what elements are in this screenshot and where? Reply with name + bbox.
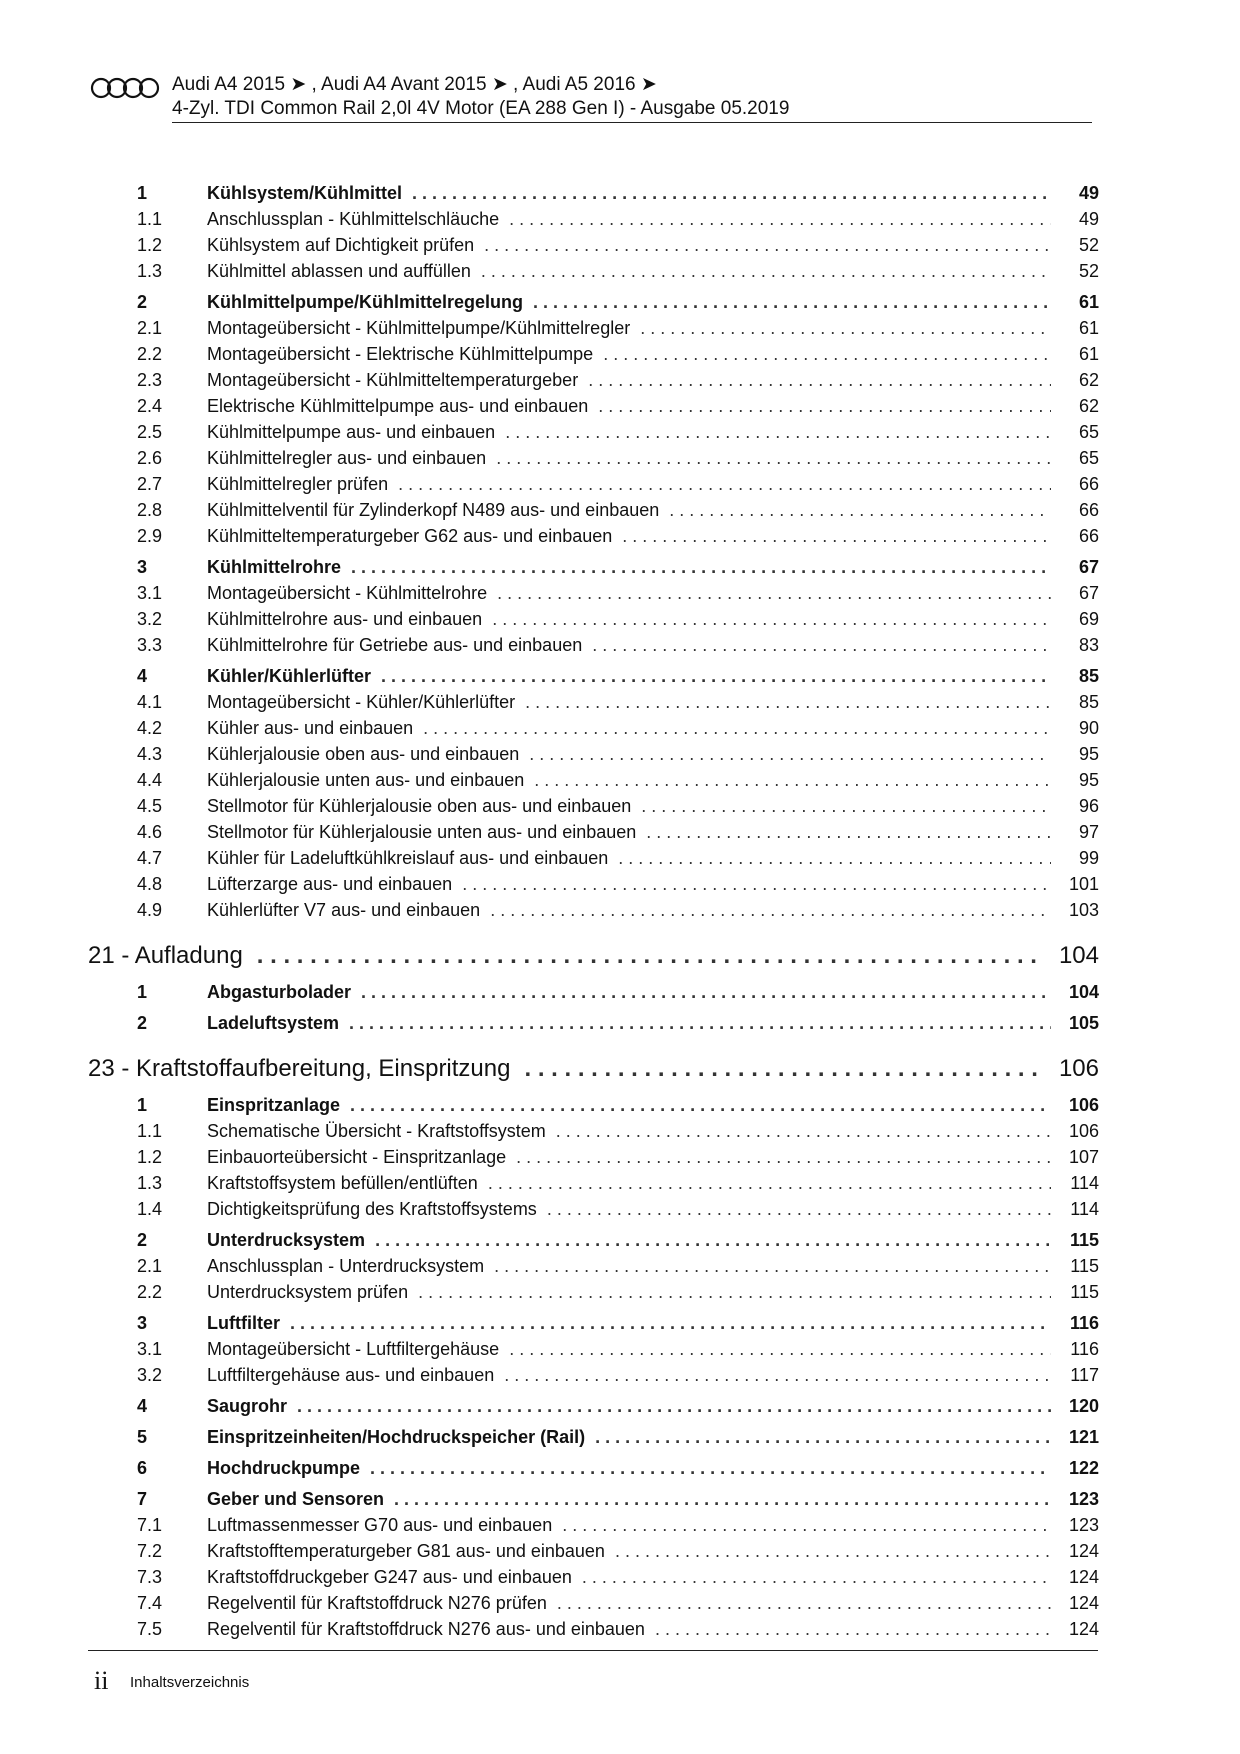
toc-dot-leader xyxy=(516,1147,1051,1168)
toc-entry-number: 1.3 xyxy=(137,261,163,281)
toc-entry-number: 2.5 xyxy=(137,422,163,442)
toc-entry[interactable] xyxy=(137,1541,1099,1567)
toc-entry-title: Geber und Sensoren xyxy=(207,1489,385,1509)
toc-entry[interactable] xyxy=(137,1256,1099,1282)
toc-entry-number: 3.1 xyxy=(137,583,163,603)
toc-entry-title: Einspritzeinheiten/Hochdruckspeicher (Rail) xyxy=(207,1427,586,1447)
toc-entry-number: 2.2 xyxy=(137,344,163,364)
toc-entry[interactable] xyxy=(137,609,1099,635)
toc-entry[interactable] xyxy=(137,1121,1099,1147)
toc-page-number: 106 xyxy=(1068,1121,1099,1141)
toc-dot-leader xyxy=(509,209,1051,230)
toc-entry-title: Anschlussplan - Unterdrucksystem xyxy=(207,1256,485,1276)
toc-entry-title: Kühler aus- und einbauen xyxy=(207,718,414,738)
toc-dot-leader xyxy=(618,848,1051,869)
toc-chapter-entry[interactable] xyxy=(137,1427,1099,1453)
toc-page-number: 95 xyxy=(1078,770,1099,790)
toc-entry-number: 2.9 xyxy=(137,526,163,546)
toc-dot-leader xyxy=(646,822,1051,843)
toc-entry[interactable] xyxy=(137,635,1099,661)
toc-entry-number: 6 xyxy=(137,1458,148,1478)
toc-dot-leader xyxy=(641,796,1051,817)
toc-dot-leader xyxy=(525,692,1051,713)
toc-entry[interactable] xyxy=(137,1282,1099,1308)
toc-page-number: 116 xyxy=(1070,1339,1099,1359)
toc-chapter-entry[interactable] xyxy=(137,1489,1099,1515)
footer-section-title: Inhaltsverzeichnis xyxy=(130,1674,250,1691)
toc-entry-number: 4.6 xyxy=(137,822,163,842)
toc-page-number: 115 xyxy=(1070,1282,1099,1302)
toc-entry-number: 3.2 xyxy=(137,1365,163,1385)
toc-dot-leader xyxy=(640,318,1051,339)
toc-entry[interactable] xyxy=(137,500,1099,526)
toc-entry-title: Kühlmittelrohre aus- und einbauen xyxy=(207,609,483,629)
toc-entry-number: 2.4 xyxy=(137,396,163,416)
toc-page-number: 99 xyxy=(1078,848,1099,868)
toc-page-number: 62 xyxy=(1078,370,1099,390)
toc-entry[interactable] xyxy=(137,692,1099,718)
toc-entry-title: Lüfterzarge aus- und einbauen xyxy=(207,874,453,894)
toc-dot-leader xyxy=(297,1396,1051,1417)
toc-entry-number: 3 xyxy=(137,1313,148,1333)
toc-entry-number: 7.1 xyxy=(137,1515,163,1535)
toc-entry[interactable] xyxy=(137,1199,1099,1225)
toc-entry-number: 1 xyxy=(137,1095,148,1115)
toc-entry-number: 1.2 xyxy=(137,1147,163,1167)
toc-entry-title: Kühlmittelpumpe aus- und einbauen xyxy=(207,422,496,442)
toc-page-number: 124 xyxy=(1068,1567,1099,1587)
toc-dot-leader xyxy=(423,718,1051,739)
toc-entry[interactable] xyxy=(137,1593,1099,1619)
toc-entry-title: Kühlsystem auf Dichtigkeit prüfen xyxy=(207,235,475,255)
toc-page-number: 95 xyxy=(1078,744,1099,764)
toc-entry-number: 4.1 xyxy=(137,692,163,712)
toc-dot-leader xyxy=(290,1313,1051,1334)
toc-page-number: 90 xyxy=(1078,718,1099,738)
toc-entry-title: Montageübersicht - Elektrische Kühlmittelpumpe xyxy=(207,344,594,364)
toc-page-number: 49 xyxy=(1078,183,1099,203)
toc-page-number: 123 xyxy=(1068,1489,1099,1509)
toc-entry[interactable] xyxy=(137,1619,1099,1645)
toc-chapter-entry[interactable] xyxy=(137,1458,1099,1484)
toc-dot-leader xyxy=(505,422,1051,443)
toc-dot-leader xyxy=(492,609,1051,630)
toc-page-number: 97 xyxy=(1078,822,1099,842)
toc-dot-leader xyxy=(582,1567,1051,1588)
toc-entry-number: 2.2 xyxy=(137,1282,163,1302)
toc-entry-number: 4.4 xyxy=(137,770,163,790)
toc-entry[interactable] xyxy=(137,448,1099,474)
toc-chapter-entry[interactable] xyxy=(137,183,1099,209)
toc-entry-number: 3.1 xyxy=(137,1339,163,1359)
toc-entry[interactable] xyxy=(137,770,1099,796)
toc-page-number: 107 xyxy=(1068,1147,1099,1167)
toc-dot-leader xyxy=(669,500,1051,521)
toc-dot-leader xyxy=(394,1489,1051,1510)
toc-entry-number: 3.3 xyxy=(137,635,163,655)
toc-dot-leader xyxy=(497,583,1051,604)
toc-dot-leader xyxy=(257,942,1045,970)
toc-entry[interactable] xyxy=(137,583,1099,609)
toc-entry-title: Kraftstofftemperaturgeber G81 aus- und einbauen xyxy=(207,1541,605,1561)
toc-entry-title: Regelventil für Kraftstoffdruck N276 aus- und einbauen xyxy=(207,1619,645,1639)
toc-entry-title: Montageübersicht - Kühlmittelpumpe/Kühlmittelregler xyxy=(207,318,631,338)
toc-dot-leader xyxy=(529,744,1051,765)
toc-entry[interactable] xyxy=(137,1567,1099,1593)
toc-entry-title: Montageübersicht - Kühlmittelrohre xyxy=(207,583,488,603)
toc-page-number: 52 xyxy=(1078,235,1099,255)
toc-dot-leader xyxy=(655,1619,1051,1640)
toc-group-heading[interactable] xyxy=(88,942,1099,974)
toc-entry-number: 2.6 xyxy=(137,448,163,468)
toc-entry-title: Elektrische Kühlmittelpumpe aus- und einbauen xyxy=(207,396,589,416)
toc-page-number: 106 xyxy=(1068,1095,1099,1115)
toc-entry-title: Kühlerjalousie unten aus- und einbauen xyxy=(207,770,525,790)
toc-entry[interactable] xyxy=(137,396,1099,422)
toc-entry-number: 7 xyxy=(137,1489,148,1509)
toc-chapter-entry[interactable] xyxy=(137,1230,1099,1256)
toc-dot-leader xyxy=(496,448,1051,469)
toc-dot-leader xyxy=(481,261,1051,282)
toc-entry-number: 3.2 xyxy=(137,609,163,629)
toc-entry[interactable] xyxy=(137,848,1099,874)
toc-entry-title: Abgasturbolader xyxy=(207,982,352,1002)
toc-chapter-entry[interactable] xyxy=(137,1396,1099,1422)
toc-page-number: 66 xyxy=(1078,526,1099,546)
toc-entry-title: Kühler/Kühlerlüfter xyxy=(207,666,372,686)
toc-page-number: 104 xyxy=(1058,942,1099,969)
toc-page-number: 85 xyxy=(1078,692,1099,712)
toc-chapter-entry[interactable] xyxy=(137,557,1099,583)
toc-entry[interactable] xyxy=(137,235,1099,261)
toc-entry-title: Stellmotor für Kühlerjalousie oben aus- und einbauen xyxy=(207,796,632,816)
toc-page-number: 49 xyxy=(1078,209,1099,229)
toc-entry[interactable] xyxy=(137,474,1099,500)
toc-entry-title: Kühlmittelregler prüfen xyxy=(207,474,389,494)
toc-page-number: 61 xyxy=(1078,344,1099,364)
toc-entry-title: Kühlerlüfter V7 aus- und einbauen xyxy=(207,900,481,920)
toc-entry-number: 7.3 xyxy=(137,1567,163,1587)
toc-entry[interactable] xyxy=(137,1365,1099,1391)
toc-entry-title: Montageübersicht - Kühler/Kühlerlüfter xyxy=(207,692,516,712)
toc-dot-leader xyxy=(462,874,1051,895)
toc-page-number: 103 xyxy=(1068,900,1099,920)
toc-entry[interactable] xyxy=(137,744,1099,770)
toc-page-number: 61 xyxy=(1078,292,1099,312)
toc-chapter-entry[interactable] xyxy=(137,666,1099,692)
toc-entry[interactable] xyxy=(137,1173,1099,1199)
toc-dot-leader xyxy=(509,1339,1051,1360)
toc-page-number: 52 xyxy=(1078,261,1099,281)
toc-page-number: 67 xyxy=(1078,583,1099,603)
toc-page-number: 65 xyxy=(1078,448,1099,468)
toc-dot-leader xyxy=(557,1593,1051,1614)
toc-entry-number: 7.2 xyxy=(137,1541,163,1561)
toc-entry[interactable] xyxy=(137,900,1099,926)
toc-entry[interactable] xyxy=(137,874,1099,900)
toc-page-number: 114 xyxy=(1070,1199,1099,1219)
toc-entry-number: 1 xyxy=(137,183,148,203)
toc-dot-leader xyxy=(595,1427,1051,1448)
toc-page-number: 61 xyxy=(1078,318,1099,338)
toc-entry-title: Unterdrucksystem xyxy=(207,1230,366,1250)
toc-entry-number: 1.1 xyxy=(137,1121,163,1141)
header-engine-edition: 4-Zyl. TDI Common Rail 2,0l 4V Motor (EA 288 Gen I) - Ausgabe 05.2019 xyxy=(172,98,790,119)
toc-chapter-entry[interactable] xyxy=(137,1013,1099,1039)
toc-page-number: 104 xyxy=(1068,982,1099,1002)
toc-entry-title: Unterdrucksystem prüfen xyxy=(207,1282,409,1302)
toc-chapter-entry[interactable] xyxy=(137,1313,1099,1339)
toc-chapter-entry[interactable] xyxy=(137,982,1099,1008)
toc-entry-number: 2.8 xyxy=(137,500,163,520)
toc-entry-number: 4.3 xyxy=(137,744,163,764)
toc-dot-leader xyxy=(381,666,1051,687)
toc-dot-leader xyxy=(592,635,1051,656)
toc-entry-title: Anschlussplan - Kühlmittelschläuche xyxy=(207,209,500,229)
toc-dot-leader xyxy=(598,396,1051,417)
toc-entry-number: 5 xyxy=(137,1427,148,1447)
toc-page-number: 124 xyxy=(1068,1619,1099,1639)
toc-page-number: 65 xyxy=(1078,422,1099,442)
footer-divider xyxy=(88,1650,1098,1651)
toc-entry-number: 1.3 xyxy=(137,1173,163,1193)
toc-entry-number: 2 xyxy=(137,1230,148,1250)
toc-entry[interactable] xyxy=(137,344,1099,370)
toc-entry-number: 1.4 xyxy=(137,1199,163,1219)
toc-dot-leader xyxy=(418,1282,1051,1303)
toc-entry[interactable] xyxy=(137,318,1099,344)
toc-page-number: 85 xyxy=(1078,666,1099,686)
toc-entry-title: Luftmassenmesser G70 aus- und einbauen xyxy=(207,1515,553,1535)
toc-entry[interactable] xyxy=(137,209,1099,235)
toc-dot-leader xyxy=(547,1199,1051,1220)
page-footer xyxy=(88,1650,1100,1710)
toc-dot-leader xyxy=(490,900,1051,921)
toc-entry-title: Einbauorteübersicht - Einspritzanlage xyxy=(207,1147,507,1167)
toc-entry-title: Saugrohr xyxy=(207,1396,288,1416)
toc-entry-number: 2.1 xyxy=(137,318,163,338)
toc-entry-title: Hochdruckpumpe xyxy=(207,1458,361,1478)
toc-entry-title: Kühlmittelrohre xyxy=(207,557,342,577)
toc-dot-leader xyxy=(412,183,1051,204)
toc-dot-leader xyxy=(484,235,1051,256)
toc-page-number: 117 xyxy=(1070,1365,1099,1385)
toc-dot-leader xyxy=(494,1256,1051,1277)
toc-entry-title: Kühlmittelpumpe/Kühlmittelregelung xyxy=(207,292,524,312)
toc-entry-title: Luftfilter xyxy=(207,1313,280,1333)
toc-page-number: 83 xyxy=(1078,635,1099,655)
toc-entry-title: Stellmotor für Kühlerjalousie unten aus- und einbauen xyxy=(207,822,637,842)
toc-dot-leader xyxy=(350,1095,1051,1116)
toc-entry[interactable] xyxy=(137,1147,1099,1173)
toc-entry-number: 4 xyxy=(137,666,148,686)
toc-entry[interactable] xyxy=(137,370,1099,396)
toc-page-number: 69 xyxy=(1078,609,1099,629)
toc-entry-number: 7.4 xyxy=(137,1593,163,1613)
toc-dot-leader xyxy=(398,474,1051,495)
toc-page-number: 120 xyxy=(1068,1396,1099,1416)
toc-page-number: 124 xyxy=(1068,1541,1099,1561)
toc-dot-leader xyxy=(533,292,1051,313)
toc-entry[interactable] xyxy=(137,796,1099,822)
header-vehicle-models: Audi A4 2015 ➤ , Audi A4 Avant 2015 ➤ , Audi A5 2016 ➤ xyxy=(172,74,657,95)
toc-entry-title: Kühlmittelventil für Zylinderkopf N489 aus- und einbauen xyxy=(207,500,660,520)
toc-entry-title: Kühlmittelregler aus- und einbauen xyxy=(207,448,487,468)
toc-page-number: 114 xyxy=(1070,1173,1099,1193)
toc-entry-number: 4.5 xyxy=(137,796,163,816)
toc-entry-number: 4.9 xyxy=(137,900,163,920)
footer-page-number: ii xyxy=(94,1666,109,1695)
toc-entry-title: Dichtigkeitsprüfung des Kraftstoffsystems xyxy=(207,1199,537,1219)
toc-dot-leader xyxy=(615,1541,1051,1562)
toc-entry-title: Kühlmittel ablassen und auffüllen xyxy=(207,261,471,281)
toc-dot-leader xyxy=(351,557,1051,578)
toc-page-number: 96 xyxy=(1078,796,1099,816)
toc-page-number: 115 xyxy=(1069,1230,1099,1250)
toc-dot-leader xyxy=(488,1173,1051,1194)
toc-page-number: 124 xyxy=(1068,1593,1099,1613)
toc-page-number: 122 xyxy=(1068,1458,1099,1478)
toc-entry-title: Luftfiltergehäuse aus- und einbauen xyxy=(207,1365,495,1385)
toc-entry-title: Kraftstoffdruckgeber G247 aus- und einbauen xyxy=(207,1567,572,1587)
toc-entry-number: 4 xyxy=(137,1396,148,1416)
toc-dot-leader xyxy=(562,1515,1051,1536)
toc-page-number: 121 xyxy=(1068,1427,1099,1447)
toc-entry-title: Ladeluftsystem xyxy=(207,1013,340,1033)
toc-dot-leader xyxy=(361,982,1051,1003)
toc-entry-number: 4.2 xyxy=(137,718,163,738)
toc-entry-title: Regelventil für Kraftstoffdruck N276 prüfen xyxy=(207,1593,547,1613)
toc-page-number: 123 xyxy=(1068,1515,1099,1535)
toc-entry-title: Einspritzanlage xyxy=(207,1095,341,1115)
toc-page-number: 66 xyxy=(1078,500,1099,520)
toc-entry[interactable] xyxy=(137,1339,1099,1365)
toc-page-number: 115 xyxy=(1070,1256,1099,1276)
toc-chapter-entry[interactable] xyxy=(137,292,1099,318)
toc-entry-number: 2.7 xyxy=(137,474,163,494)
toc-page-number: 67 xyxy=(1078,557,1099,577)
toc-dot-leader xyxy=(588,370,1051,391)
toc-page-number: 66 xyxy=(1078,474,1099,494)
toc-entry-number: 1.1 xyxy=(137,209,163,229)
toc-entry-title: 21 - Aufladung xyxy=(88,942,243,969)
toc-entry-number: 3 xyxy=(137,557,148,577)
toc-page-number: 62 xyxy=(1078,396,1099,416)
toc-entry[interactable] xyxy=(137,261,1099,287)
toc-dot-leader xyxy=(556,1121,1051,1142)
toc-dot-leader xyxy=(504,1365,1051,1386)
toc-page-number: 105 xyxy=(1068,1013,1099,1033)
toc-entry-number: 7.5 xyxy=(137,1619,163,1639)
toc-entry-title: Kühlmittelrohre für Getriebe aus- und einbauen xyxy=(207,635,583,655)
toc-entry[interactable] xyxy=(137,822,1099,848)
toc-entry-title: Kühlmitteltemperaturgeber G62 aus- und einbauen xyxy=(207,526,613,546)
toc-entry-title: Kühlsystem/Kühlmittel xyxy=(207,183,403,203)
toc-dot-leader xyxy=(375,1230,1051,1251)
toc-entry-number: 1.2 xyxy=(137,235,163,255)
toc-entry-number: 2.1 xyxy=(137,1256,163,1276)
toc-dot-leader xyxy=(534,770,1051,791)
toc-page-number: 106 xyxy=(1058,1055,1099,1082)
toc-dot-leader xyxy=(370,1458,1051,1479)
toc-entry-number: 2 xyxy=(137,292,148,312)
toc-entry-title: Montageübersicht - Kühlmitteltemperaturgeber xyxy=(207,370,579,390)
toc-entry[interactable] xyxy=(137,1515,1099,1541)
toc-entry-number: 2.3 xyxy=(137,370,163,390)
toc-entry-title: Montageübersicht - Luftfiltergehäuse xyxy=(207,1339,500,1359)
toc-entry-number: 1 xyxy=(137,982,148,1002)
toc-entry-number: 2 xyxy=(137,1013,148,1033)
toc-page-number: 116 xyxy=(1069,1313,1099,1333)
toc-entry[interactable] xyxy=(137,526,1099,552)
toc-dot-leader xyxy=(524,1055,1045,1083)
toc-entry-title: 23 - Kraftstoffaufbereitung, Einspritzung xyxy=(88,1055,511,1082)
toc-dot-leader xyxy=(349,1013,1051,1034)
toc-entry-title: Kühlerjalousie oben aus- und einbauen xyxy=(207,744,520,764)
toc-group-heading[interactable] xyxy=(88,1055,1099,1087)
toc-entry-title: Schematische Übersicht - Kraftstoffsystem xyxy=(207,1121,546,1141)
toc-dot-leader xyxy=(622,526,1051,547)
toc-entry[interactable] xyxy=(137,718,1099,744)
toc-entry-number: 4.8 xyxy=(137,874,163,894)
toc-entry-number: 4.7 xyxy=(137,848,163,868)
toc-dot-leader xyxy=(603,344,1051,365)
toc-entry[interactable] xyxy=(137,422,1099,448)
toc-chapter-entry[interactable] xyxy=(137,1095,1099,1121)
toc-page-number: 101 xyxy=(1068,874,1099,894)
toc-entry-title: Kraftstoffsystem befüllen/entlüften xyxy=(207,1173,478,1193)
toc-entry-title: Kühler für Ladeluftkühlkreislauf aus- und einbauen xyxy=(207,848,609,868)
